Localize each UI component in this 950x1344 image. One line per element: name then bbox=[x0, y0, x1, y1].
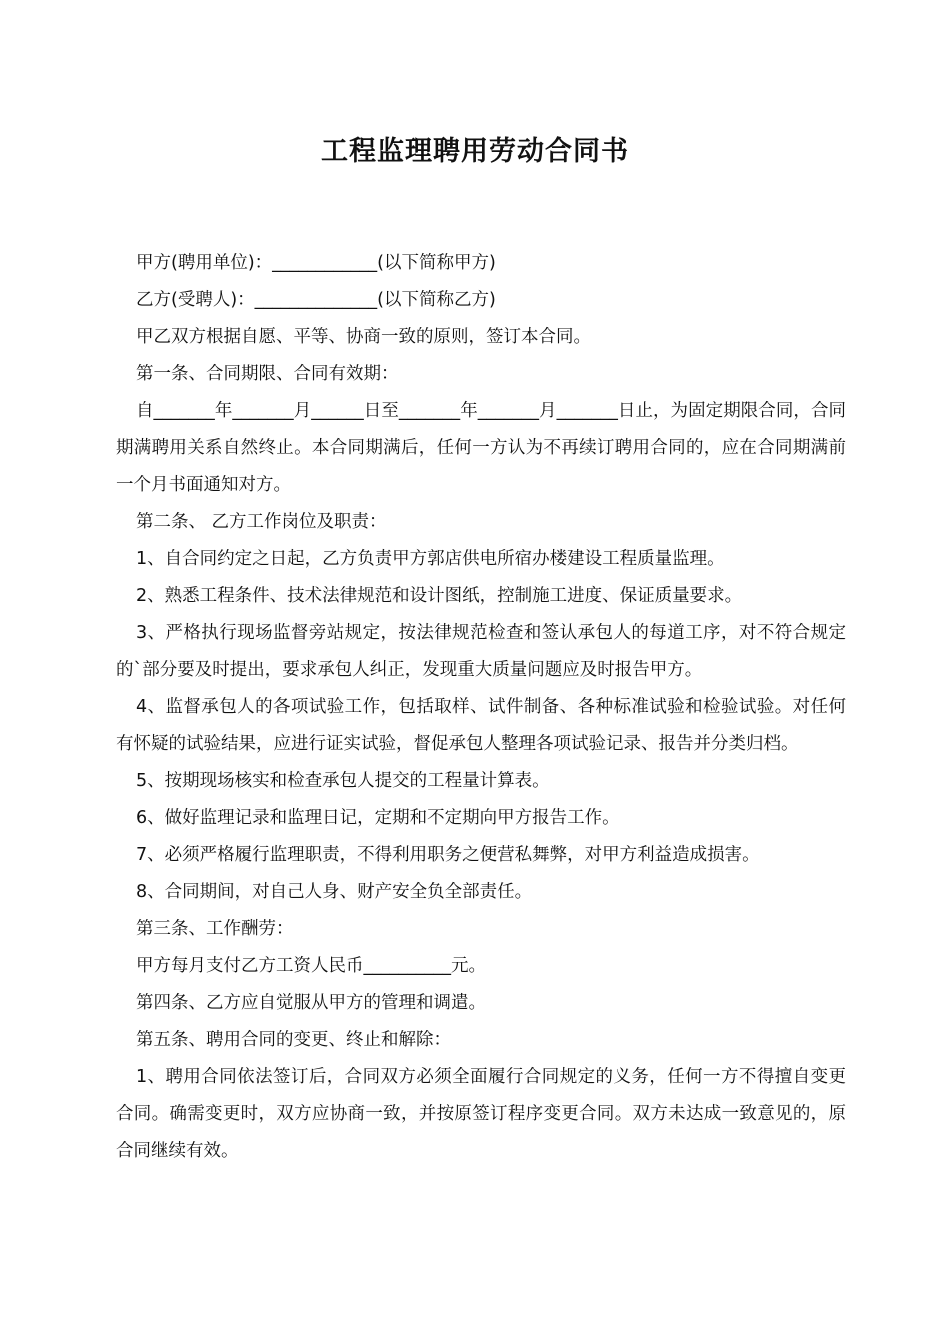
party-a-line: 甲方(聘用单位)：____________(以下简称甲方) bbox=[136, 253, 496, 273]
article-2-item-8: 8、合同期间，对自己人身、财产安全负全部责任。 bbox=[136, 882, 533, 902]
article-2-heading: 第二条、 乙方工作岗位及职责： bbox=[136, 512, 387, 532]
article-2-item-3: 3、严格执行现场监督旁站规定，按法律规范检查和签认承包人的每道工序，对不符合规定的`部分要及时提出，要求承包人纠正，发现重大质量问题应及时报告甲方。 bbox=[116, 623, 846, 680]
party-b-line: 乙方(受聘人)：______________(以下简称乙方) bbox=[136, 290, 496, 310]
article-2-item-7: 7、必须严格履行监理职责，不得利用职务之便营私舞弊，对甲方利益造成损害。 bbox=[136, 845, 760, 865]
article-2-item-4: 4、监督承包人的各项试验工作，包括取样、试件制备、各种标准试验和检验试验。对任何有怀疑的试验结果，应进行证实试验，督促承包人整理各项试验记录、报告并分类归档。 bbox=[116, 697, 846, 754]
article-2-item-5: 5、按期现场核实和检查承包人提交的工程量计算表。 bbox=[136, 771, 550, 791]
article-3-body: 甲方每月支付乙方工资人民币__________元。 bbox=[136, 956, 486, 976]
intro-paragraph: 甲乙双方根据自愿、平等、协商一致的原则，签订本合同。 bbox=[136, 327, 591, 347]
article-1-body: 自_______年_______月______日至_______年_______月_______日止，为固定期限合同，合同期满聘用关系自然终止。本合同期满后，任何一方认为不再续订聘用合同的，应在合同期满前一个月书面通知对方。 bbox=[116, 401, 846, 495]
article-2-item-6: 6、做好监理记录和监理日记，定期和不定期向甲方报告工作。 bbox=[136, 808, 620, 828]
article-3-heading: 第三条、工作酬劳： bbox=[136, 919, 294, 939]
article-4: 第四条、乙方应自觉服从甲方的管理和调遣。 bbox=[136, 993, 486, 1013]
article-2-item-2: 2、熟悉工程条件、技术法律规范和设计图纸，控制施工进度、保证质量要求。 bbox=[136, 586, 743, 606]
document-title: 工程监理聘用劳动合同书 bbox=[321, 136, 629, 167]
article-1-heading: 第一条、合同期限、合同有效期： bbox=[136, 364, 399, 384]
article-5-heading: 第五条、聘用合同的变更、终止和解除： bbox=[136, 1030, 451, 1050]
document-body bbox=[116, 245, 846, 1170]
article-5-item-1: 1、聘用合同依法签订后，合同双方必须全面履行合同规定的义务，任何一方不得擅自变更合同。确需变更时，双方应协商一致，并按原签订程序变更合同。双方未达成一致意见的，原合同继续有效。 bbox=[116, 1067, 846, 1161]
article-2-item-1: 1、自合同约定之日起，乙方负责甲方郭店供电所宿办楼建设工程质量监理。 bbox=[136, 549, 725, 569]
